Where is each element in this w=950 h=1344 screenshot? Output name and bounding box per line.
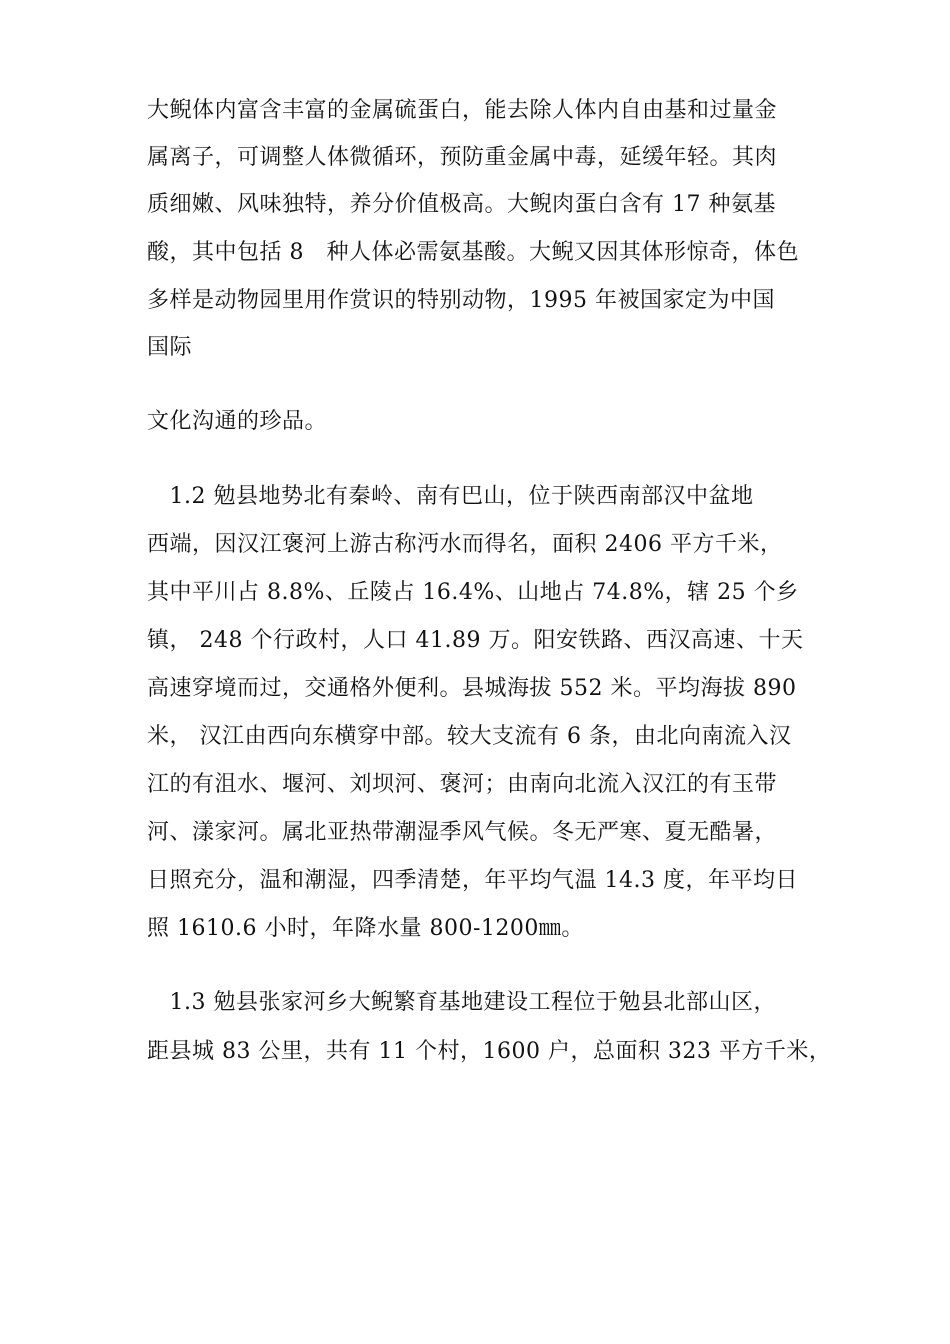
paragraph-4-line: 1.3 勉县张家河乡大鲵繁育基地建设工程位于勉县北部山区， (147, 990, 776, 1015)
paragraph-3-line: 河、漾家河。属北亚热带潮湿季风气候。冬无严寒、夏无酷暑， (147, 820, 778, 845)
paragraph-3-line: 日照充分，温和潮湿，四季清楚，年平均气温 14.3 度，年平均日 (147, 868, 798, 893)
paragraph-3-line: 其中平川占 8.8%、丘陵占 16.4%、山地占 74.8%，辖 25 个乡 (147, 580, 799, 605)
paragraph-3-line: 照 1610.6 小时，年降水量 800-1200㎜。 (147, 916, 584, 941)
paragraph-3-line: 镇， 248 个行政村，人口 41.89 万。阳安铁路、西汉高速、十天 (147, 628, 804, 653)
paragraph-3-line: 1.2 勉县地势北有秦岭、南有巴山，位于陕西南部汉中盆地 (147, 484, 754, 509)
paragraph-3-line: 西端，因汉江褒河上游古称沔水而得名，面积 2406 平方千米， (147, 532, 783, 557)
paragraph-3-line: 江的有沮水、堰河、刘坝河、褒河；由南向北流入汉江的有玉带 (147, 772, 778, 797)
paragraph-1-line: 国际 (147, 335, 193, 360)
paragraph-1-line: 属离子，可调整人体微循环，预防重金属中毒，延缓年轻。其肉 (147, 145, 778, 170)
paragraph-1-line: 酸，其中包括 8 种人体必需氨基酸。大鲵又因其体形惊奇，体色 (147, 240, 799, 265)
paragraph-2-line: 文化沟通的珍品。 (147, 409, 328, 434)
paragraph-4-line: 距县城 83 公里，共有 11 个村，1600 户，总面积 323 平方千米， (147, 1039, 832, 1064)
paragraph-1-line: 质细嫩、风味独特，养分价值极高。大鲵肉蛋白含有 17 种氨基 (147, 192, 776, 217)
paragraph-1-line: 大鲵体内富含丰富的金属硫蛋白，能去除人体内自由基和过量金 (147, 98, 778, 123)
paragraph-3-line: 高速穿境而过，交通格外便利。县城海拔 552 米。平均海拔 890 (147, 676, 797, 701)
paragraph-1-line: 多样是动物园里用作赏识的特别动物，1995 年被国家定为中国 (147, 288, 775, 313)
paragraph-3-line: 米， 汉江由西向东横穿中部。较大支流有 6 条，由北向南流入汉 (147, 724, 792, 749)
